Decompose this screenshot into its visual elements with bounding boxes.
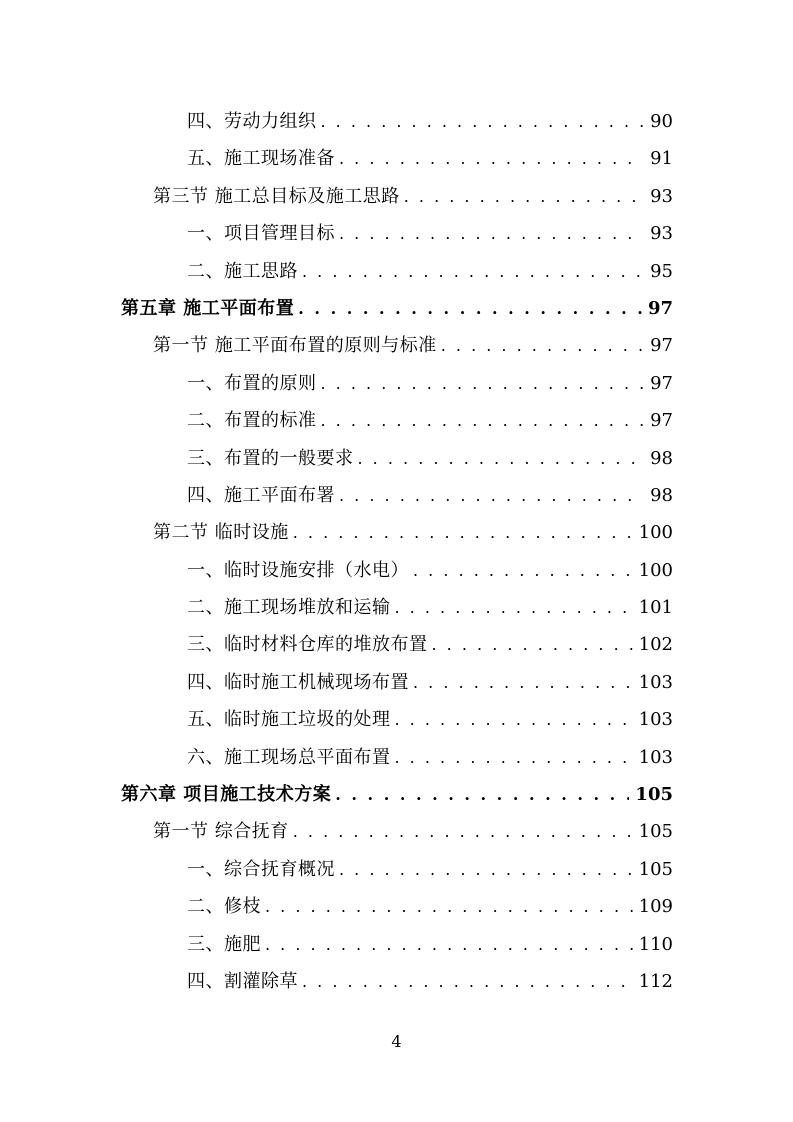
toc-entry-page-number: 98: [650, 447, 673, 469]
toc-entry-page-number: 97: [650, 372, 673, 394]
toc-entry-page-number: 103: [638, 671, 673, 693]
toc-dot-leader: [432, 635, 633, 654]
toc-entry-title: 三、施肥: [187, 933, 261, 955]
toc-entry-title: 第六章 项目施工技术方案: [121, 784, 332, 806]
toc-entry-title: 四、劳动力组织: [187, 111, 317, 132]
toc-dot-leader: [335, 785, 629, 804]
toc-entry-page-number: 109: [638, 896, 673, 918]
toc-subsection-entry[interactable]: [0, 885, 793, 922]
toc-entry-title: 第五章 施工平面布置: [121, 297, 295, 319]
toc-subsection-entry[interactable]: [0, 212, 793, 249]
toc-entry-page-number: 97: [647, 297, 673, 319]
toc-entry-title: 四、施工平面布署: [187, 484, 335, 506]
toc-dot-leader: [321, 112, 644, 131]
toc-dot-leader: [339, 860, 633, 879]
toc-entry-title: 一、布置的原则: [187, 372, 317, 394]
toc-entry-page-number: 112: [638, 970, 673, 992]
toc-entry-title: 一、综合抚育概况: [187, 858, 335, 880]
table-of-contents: [0, 100, 793, 997]
toc-section-entry[interactable]: [0, 324, 793, 361]
toc-entry-title: 二、布置的标准: [187, 410, 317, 432]
toc-entry-page-number: 97: [650, 410, 673, 432]
toc-entry-page-number: 90: [650, 111, 673, 132]
toc-entry-title: 二、修枝: [187, 896, 261, 918]
toc-entry-title: 第三节 施工总目标及施工思路: [153, 185, 400, 207]
toc-entry-title: 五、临时施工垃圾的处理: [187, 709, 391, 731]
toc-dot-leader: [298, 299, 642, 318]
toc-dot-leader: [395, 748, 633, 767]
toc-entry-page-number: 103: [638, 709, 673, 731]
toc-entry-title: 三、布置的一般要求: [187, 447, 354, 469]
toc-entry-page-number: 100: [638, 522, 673, 544]
toc-subsection-entry[interactable]: [0, 137, 793, 174]
toc-entry-title: 第一节 综合抚育: [153, 821, 289, 843]
toc-dot-leader: [339, 486, 643, 505]
toc-entry-title: 六、施工现场总平面布置: [187, 746, 391, 768]
toc-subsection-entry[interactable]: [0, 362, 793, 399]
toc-dot-leader: [339, 149, 643, 168]
toc-entry-page-number: 93: [650, 223, 673, 245]
toc-subsection-entry[interactable]: [0, 474, 793, 511]
toc-dot-leader: [265, 897, 633, 916]
toc-entry-page-number: 103: [638, 746, 673, 768]
toc-entry-title: 第二节 临时设施: [153, 522, 289, 544]
toc-entry-title: 二、施工现场堆放和运输: [187, 597, 391, 619]
toc-dot-leader: [413, 561, 633, 580]
toc-subsection-entry[interactable]: [0, 399, 793, 436]
toc-dot-leader: [293, 822, 633, 841]
toc-chapter-entry[interactable]: [0, 773, 793, 810]
toc-entry-title: 四、割灌除草: [187, 970, 298, 992]
toc-dot-leader: [321, 374, 644, 393]
toc-entry-title: 一、临时设施安排（水电）: [187, 559, 409, 581]
toc-entry-title: 一、项目管理目标: [187, 223, 335, 245]
toc-dot-leader: [302, 972, 633, 991]
toc-dot-leader: [302, 262, 643, 281]
toc-entry-page-number: 100: [638, 559, 673, 581]
toc-entry-page-number: 105: [638, 821, 673, 843]
toc-entry-page-number: 97: [650, 335, 673, 357]
toc-dot-leader: [395, 710, 633, 729]
toc-dot-leader: [413, 673, 633, 692]
toc-dot-leader: [265, 935, 633, 954]
toc-section-entry[interactable]: [0, 511, 793, 548]
toc-subsection-entry[interactable]: [0, 623, 793, 660]
toc-entry-page-number: 101: [638, 597, 673, 619]
toc-section-entry[interactable]: [0, 810, 793, 847]
toc-subsection-entry[interactable]: [0, 736, 793, 773]
toc-entry-page-number: 105: [635, 784, 673, 806]
toc-entry-title: 五、施工现场准备: [187, 148, 335, 170]
toc-subsection-entry[interactable]: [0, 848, 793, 885]
toc-entry-page-number: 105: [638, 858, 673, 880]
toc-dot-leader: [293, 523, 633, 542]
toc-dot-leader: [358, 449, 644, 468]
toc-entry-page-number: 102: [638, 634, 673, 656]
toc-entry-title: 三、临时材料仓库的堆放布置: [187, 634, 428, 656]
toc-subsection-entry[interactable]: [0, 250, 793, 287]
toc-dot-leader: [339, 224, 643, 243]
toc-subsection-entry[interactable]: [0, 100, 793, 137]
toc-entry-page-number: 98: [650, 484, 673, 506]
toc-dot-leader: [395, 598, 633, 617]
toc-subsection-entry[interactable]: [0, 923, 793, 960]
toc-subsection-entry[interactable]: [0, 661, 793, 698]
toc-entry-page-number: 91: [650, 148, 673, 170]
toc-dot-leader: [441, 336, 643, 355]
toc-subsection-entry[interactable]: [0, 698, 793, 735]
toc-dot-leader: [321, 411, 644, 430]
toc-subsection-entry[interactable]: [0, 960, 793, 997]
toc-entry-page-number: 93: [650, 185, 673, 207]
toc-entry-title: 二、施工思路: [187, 260, 298, 282]
toc-subsection-entry[interactable]: [0, 437, 793, 474]
toc-entry-page-number: 110: [638, 933, 673, 955]
toc-subsection-entry[interactable]: [0, 586, 793, 623]
toc-subsection-entry[interactable]: [0, 549, 793, 586]
toc-entry-title: 四、临时施工机械现场布置: [187, 671, 409, 693]
toc-entry-title: 第一节 施工平面布置的原则与标准: [153, 335, 437, 357]
toc-section-entry[interactable]: [0, 175, 793, 212]
toc-dot-leader: [404, 187, 643, 206]
page-number: 4: [391, 1032, 402, 1051]
toc-chapter-entry[interactable]: [0, 287, 793, 324]
toc-entry-page-number: 95: [650, 260, 673, 282]
